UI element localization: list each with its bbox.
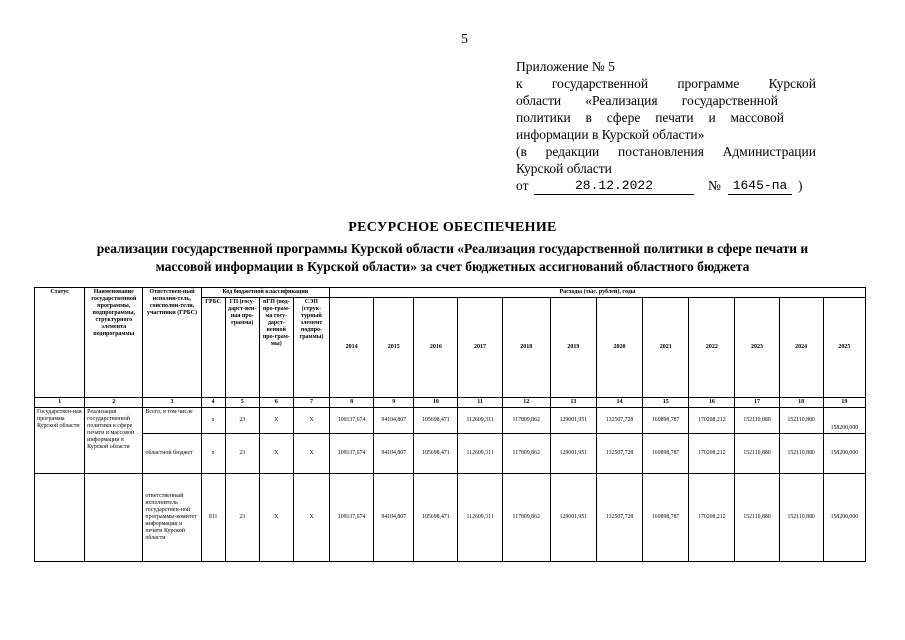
value-cell: 132507,728	[596, 434, 642, 474]
header-year: 2020	[596, 298, 642, 398]
value-cell: 117809,862	[502, 474, 550, 562]
value-cell: 94104,807	[374, 408, 414, 434]
header-expenses: Расходы (тыс. рублей), годы	[330, 288, 866, 298]
col-number: 8	[330, 398, 374, 408]
header-year: 2017	[458, 298, 502, 398]
gp-cell: 23	[225, 434, 259, 474]
header-grbs: ГРБС	[201, 298, 225, 398]
page-number: 5	[461, 32, 468, 47]
appendix-line: (в редакции постановления Администрации	[516, 144, 816, 159]
col-number: 10	[414, 398, 458, 408]
value-cell: 158200,000	[823, 434, 865, 474]
col-number: 13	[550, 398, 596, 408]
value-cell: 169898,787	[643, 474, 689, 562]
sep-cell: Х	[293, 434, 329, 474]
col-number: 9	[374, 398, 414, 408]
header-executor: Ответствен-ный исполни-тель, соисполни-тели, участники (ГРБС)	[143, 288, 201, 398]
grbs-cell: х	[201, 434, 225, 474]
executor-cell: Всего, в том числе	[143, 408, 201, 434]
value-cell: 94104,807	[374, 474, 414, 562]
close-paren: )	[798, 178, 803, 193]
value-cell: 112609,311	[458, 408, 502, 434]
value-cell: 94104,807	[374, 434, 414, 474]
header-year: 2025	[823, 298, 865, 398]
value-cell: 129001,951	[550, 408, 596, 434]
value-cell: 117809,862	[502, 434, 550, 474]
col-number: 7	[293, 398, 329, 408]
value-cell: 152110,880	[735, 408, 779, 434]
value-cell: 152110,880	[735, 474, 779, 562]
sep-cell: Х	[293, 408, 329, 434]
status-cell: Государствен-ная программа Курской области	[35, 408, 85, 474]
header-year: 2016	[414, 298, 458, 398]
header-sep: СЭП (струк-турный элемент подпро-граммы)	[293, 298, 329, 398]
value-cell: 152110,880	[779, 474, 823, 562]
appendix-line: Приложение № 5	[516, 59, 615, 74]
grbs-cell: 811	[201, 474, 225, 562]
value-cell: 158200,000	[823, 474, 865, 562]
value-cell: 169898,787	[643, 434, 689, 474]
gp-cell: 23	[225, 408, 259, 434]
executor-cell: ответственный исполнитель государствен-ной программы-комитет информации и печати Курской области	[143, 474, 201, 562]
col-number: 17	[735, 398, 779, 408]
grbs-cell: х	[201, 408, 225, 434]
col-number: 14	[596, 398, 642, 408]
value-cell: 170208,212	[689, 434, 735, 474]
executor-cell: областной бюджет	[143, 434, 201, 474]
header-year: 2018	[502, 298, 550, 398]
header-gp: ГП (госу-дарст-вен-ная про-грамма)	[225, 298, 259, 398]
value-cell: 117809,862	[502, 408, 550, 434]
document-subtitle-line2: массовой информации в Курской области» за счет бюджетных ассигнований областного бюджета	[155, 259, 750, 274]
value-cell: 132507,728	[596, 408, 642, 434]
pgp-cell: Х	[259, 408, 293, 434]
header-year: 2023	[735, 298, 779, 398]
header-year: 2022	[689, 298, 735, 398]
program-name-cell: Реализация государственной политики в сфере печати и массовой информации в Курской области	[85, 408, 143, 474]
col-number: 2	[85, 398, 143, 408]
appendix-header	[516, 58, 816, 195]
value-cell: 109137,674	[330, 408, 374, 434]
document-subtitle-line1: реализации государственной программы Курской области «Реализация государственной политики в сфере печати и	[96, 241, 809, 256]
value-cell: 152110,880	[779, 434, 823, 474]
appendix-line: информации в Курской области»	[516, 127, 705, 142]
number-label: №	[708, 178, 721, 193]
col-number: 4	[201, 398, 225, 408]
value-cell: 105698,471	[414, 434, 458, 474]
value-cell: 132507,728	[596, 474, 642, 562]
col-number: 18	[779, 398, 823, 408]
decree-date: 28.12.2022	[534, 177, 694, 195]
header-pgp: пГП (под-про-грам-ма госу-дарст-венной про-грам-мы)	[259, 298, 293, 398]
value-cell: 129001,951	[550, 434, 596, 474]
document-title: РЕСУРСНОЕ ОБЕСПЕЧЕНИЕ	[348, 220, 557, 235]
col-number: 15	[643, 398, 689, 408]
value-cell: 152110,880	[735, 434, 779, 474]
value-cell: 129001,951	[550, 474, 596, 562]
header-year: 2014	[330, 298, 374, 398]
header-year: 2024	[779, 298, 823, 398]
value-cell: 170208,212	[689, 408, 735, 434]
from-label: от	[516, 178, 529, 193]
value-cell: 109137,674	[330, 474, 374, 562]
value-cell: 109137,674	[330, 434, 374, 474]
col-number: 3	[143, 398, 201, 408]
value-cell: 158200,000	[823, 408, 865, 434]
value-cell: 169898,787	[643, 408, 689, 434]
col-number: 1	[35, 398, 85, 408]
name-cell-empty	[85, 474, 143, 562]
value-cell: 152110,880	[779, 408, 823, 434]
value-cell: 112609,311	[458, 434, 502, 474]
header-year: 2019	[550, 298, 596, 398]
decree-signature-line	[516, 177, 816, 195]
gp-cell: 23	[225, 474, 259, 562]
value-cell: 105698,471	[414, 408, 458, 434]
pgp-cell: Х	[259, 434, 293, 474]
header-year: 2021	[643, 298, 689, 398]
header-year: 2015	[374, 298, 414, 398]
col-number: 19	[823, 398, 865, 408]
col-number: 12	[502, 398, 550, 408]
col-number: 6	[259, 398, 293, 408]
resource-table	[34, 287, 866, 562]
sep-cell: Х	[293, 474, 329, 562]
col-number: 16	[689, 398, 735, 408]
header-status: Статус	[35, 288, 85, 398]
value-cell: 105698,471	[414, 474, 458, 562]
value-cell: 170208,212	[689, 474, 735, 562]
value-cell: 112609,311	[458, 474, 502, 562]
appendix-line: области «Реализация государственной	[516, 93, 778, 108]
appendix-line: Курской области	[516, 161, 612, 176]
appendix-line: к государственной программе Курской	[516, 76, 816, 91]
decree-number: 1645-па	[728, 177, 792, 195]
header-name: Наименование государственной программы, подпрограммы, структурного элемента подпрограммы	[85, 288, 143, 398]
pgp-cell: Х	[259, 474, 293, 562]
status-cell-empty	[35, 474, 85, 562]
appendix-line: политики в сфере печати и массовой	[516, 110, 784, 125]
col-number: 5	[225, 398, 259, 408]
header-budget-classification: Код бюджетной классификации	[201, 288, 329, 298]
col-number: 11	[458, 398, 502, 408]
